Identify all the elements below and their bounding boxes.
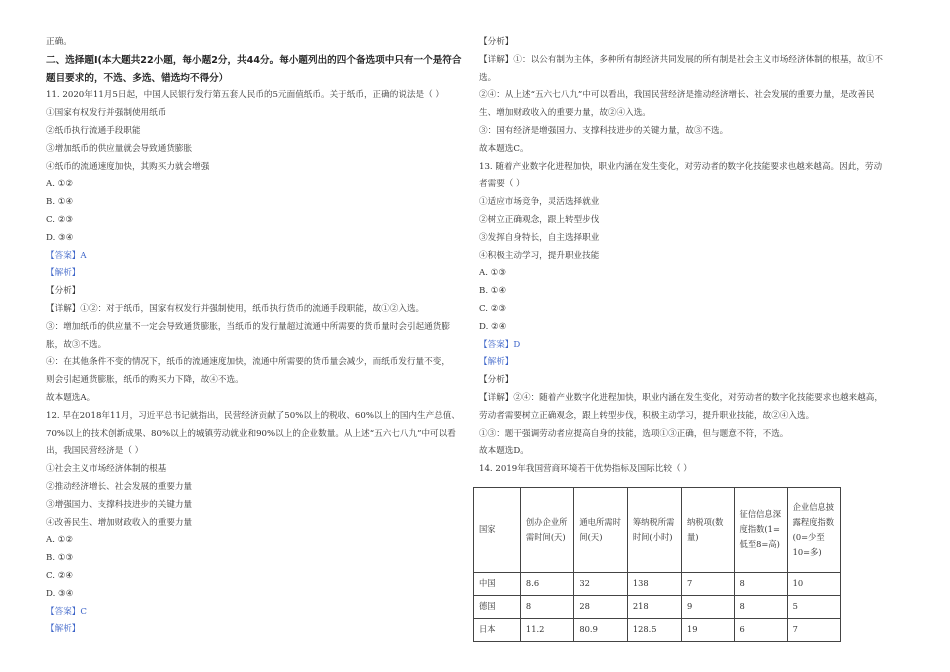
text-line: 故本题选A。 (46, 392, 96, 403)
text-line: ④：在其他条件不变的情况下，纸币的流通速度加快，流通中所需要的货币量会减少，而纸币发行量不变， (46, 357, 450, 368)
table-cell: 10 (787, 572, 840, 595)
text-line: ④纸币的流通速度加快，其购买力就会增强 (46, 161, 210, 172)
text-line: 生、增加财政收入的重要力量，故②④入选。 (479, 108, 651, 119)
text-line: C. ②③ (479, 303, 507, 314)
table-header-cell: 通电所需时间(天) (574, 487, 627, 572)
table-cell: 7 (787, 618, 840, 641)
text-line: D. ③④ (46, 232, 74, 243)
table-cell: 80.9 (574, 618, 627, 641)
table-cell: 7 (681, 572, 734, 595)
table-cell: 8 (734, 595, 787, 618)
text-line: A. ①② (46, 179, 74, 190)
text-line: A. ①③ (479, 268, 507, 279)
table-header-cell: 征信信息深度指数(1=低至8=高) (734, 487, 787, 572)
table-row (474, 572, 841, 595)
text-line: 【详解】②④：随着产业数字化进程加快，职业内涵在发生变化，对劳动者的数字化技能要求也越来越高， (479, 392, 883, 403)
left-column (46, 34, 466, 639)
table-cell: 8 (520, 595, 573, 618)
text-line: ②推动经济增长、社会发展的重要力量 (46, 481, 193, 492)
text-line: ④积极主动学习，提升职业技能 (479, 250, 600, 261)
table-row (474, 618, 841, 641)
text-line: ②纸币执行流通手段职能 (46, 125, 141, 136)
table-cell: 28 (574, 595, 627, 618)
section-heading: 题目要求的，不选、多选、错选均不得分） (46, 72, 229, 84)
table-header-row (474, 487, 841, 572)
table-header-cell: 企业信息披露程度指数(0=少至10=多) (787, 487, 840, 572)
text-line: ②树立正确观念，跟上转型步伐 (479, 214, 600, 225)
right-column-text (479, 34, 899, 479)
text-line: 11. 2020年11月5日起，中国人民银行发行第五套人民币的5元面值纸币。关于纸币，正确的说法是（ ） (46, 90, 445, 101)
analysis-label: 【解析】 (46, 268, 81, 279)
text-line: ③：国有经济是增强国力、支撑科技进步的关键力量，故③不选。 (479, 125, 729, 136)
table-cell: 9 (681, 595, 734, 618)
text-line: 70%以上的技术创新成果、80%以上的城镇劳动就业和90%以上的企业数量。从上述“五六七八九”中可以看 (46, 428, 456, 439)
text-line: A. ①② (46, 535, 74, 546)
text-line: ①社会主义市场经济体制的根基 (46, 464, 167, 475)
text-line: B. ①③ (46, 553, 74, 564)
answer-label: 【答案】C (46, 606, 87, 617)
section-heading: 二、选择题Ⅰ(本大题共22小题，每小题2分，共44分。每小题列出的四个备选项中只有一个是符合 (46, 54, 462, 66)
text-line: C. ②③ (46, 214, 74, 225)
analysis-label: 【解析】 (479, 357, 514, 368)
table-header-cell: 筹纳税所需时间(小时) (627, 487, 681, 572)
table-cell: 日本 (474, 618, 521, 641)
text-line: ③增加纸币的供应量就会导致通货膨胀 (46, 143, 193, 154)
text-line: ①③：题干强调劳动者应提高自身的技能，选项①③正确，但与题意不符，不选。 (479, 428, 789, 439)
text-line: 故本题选C。 (479, 143, 529, 154)
right-column (479, 34, 899, 642)
table-cell: 德国 (474, 595, 521, 618)
text-line: D. ②④ (479, 321, 507, 332)
table-header-cell: 国家 (474, 487, 521, 572)
text-line: 故本题选D。 (479, 446, 529, 457)
text-line: 出，我国民营经济是（ ） (46, 446, 144, 457)
answer-label: 【答案】A (46, 250, 87, 261)
text-line: C. ②④ (46, 570, 74, 581)
text-line: 【分析】 (479, 375, 514, 386)
table-cell: 中国 (474, 572, 521, 595)
text-line: 者需要（ ） (479, 179, 525, 190)
text-line: 则会引起通货膨胀，纸币的购买力下降，故④不选。 (46, 375, 244, 386)
table-row (474, 595, 841, 618)
text-line: D. ③④ (46, 588, 74, 599)
text-line: ②④：从上述“五六七八九”中可以看出，我国民营经济是推动经济增长、社会发展的重要力量，是改善民 (479, 90, 875, 101)
text-line: B. ①④ (479, 286, 507, 297)
text-line: 胀，故③不选。 (46, 339, 107, 350)
text-line: ①国家有权发行并强制使用纸币 (46, 108, 167, 119)
business-environment-table (473, 487, 841, 642)
table-cell: 5 (787, 595, 840, 618)
table-cell: 218 (627, 595, 681, 618)
text-line: ①适应市场竞争，灵活选择就业 (479, 197, 600, 208)
text-line: 劳动者需要树立正确观念，跟上转型步伐，积极主动学习，提升职业技能，故②④入选。 (479, 410, 815, 421)
table-cell: 128.5 (627, 618, 681, 641)
table-header-cell: 创办企业所需时间(天) (520, 487, 573, 572)
text-line: B. ①④ (46, 197, 74, 208)
table-header-cell: 纳税项(数量) (681, 487, 734, 572)
text-line: ④改善民生、增加财政收入的重要力量 (46, 517, 193, 528)
table-cell: 6 (734, 618, 787, 641)
table-cell: 8.6 (520, 572, 573, 595)
text-line: ③发挥自身特长，自主选择职业 (479, 232, 600, 243)
text-line: 【分析】 (479, 37, 514, 47)
text-line: 选。 (479, 72, 497, 83)
text-line: 【详解】①②：对于纸币，国家有权发行并强制使用，纸币执行货币的流通手段职能，故①②入选。 (46, 303, 425, 314)
text-line: 14. 2019年我国营商环境若干优势指标及国际比较（ ） (479, 464, 692, 475)
table-cell: 8 (734, 572, 787, 595)
text-line: 12. 早在2018年11月，习近平总书记就指出，民营经济贡献了50%以上的税收、60%以上的国内生产总值、 (46, 410, 460, 421)
answer-label: 【答案】D (479, 339, 521, 350)
text-line: 13. 随着产业数字化进程加快，职业内涵在发生变化，对劳动者的数字化技能要求也越来越高。因此，劳动 (479, 161, 883, 172)
table-cell: 32 (574, 572, 627, 595)
text-line: 【分析】 (46, 286, 81, 297)
table-cell: 19 (681, 618, 734, 641)
table-cell: 138 (627, 572, 681, 595)
text-line: ③增强国力、支撑科技进步的关键力量 (46, 499, 193, 510)
analysis-label: 【解析】 (46, 624, 81, 635)
text-line: 【详解】①：以公有制为主体，多种所有制经济共同发展的所有制是社会主义市场经济体制的根基，故①不 (479, 54, 883, 65)
text-line: 正确。 (46, 37, 72, 47)
table-cell: 11.2 (520, 618, 573, 641)
text-line: ③：增加纸币的供应量不一定会导致通货膨胀，当纸币的发行量超过流通中所需要的货币量时会引起通货膨 (46, 321, 450, 332)
